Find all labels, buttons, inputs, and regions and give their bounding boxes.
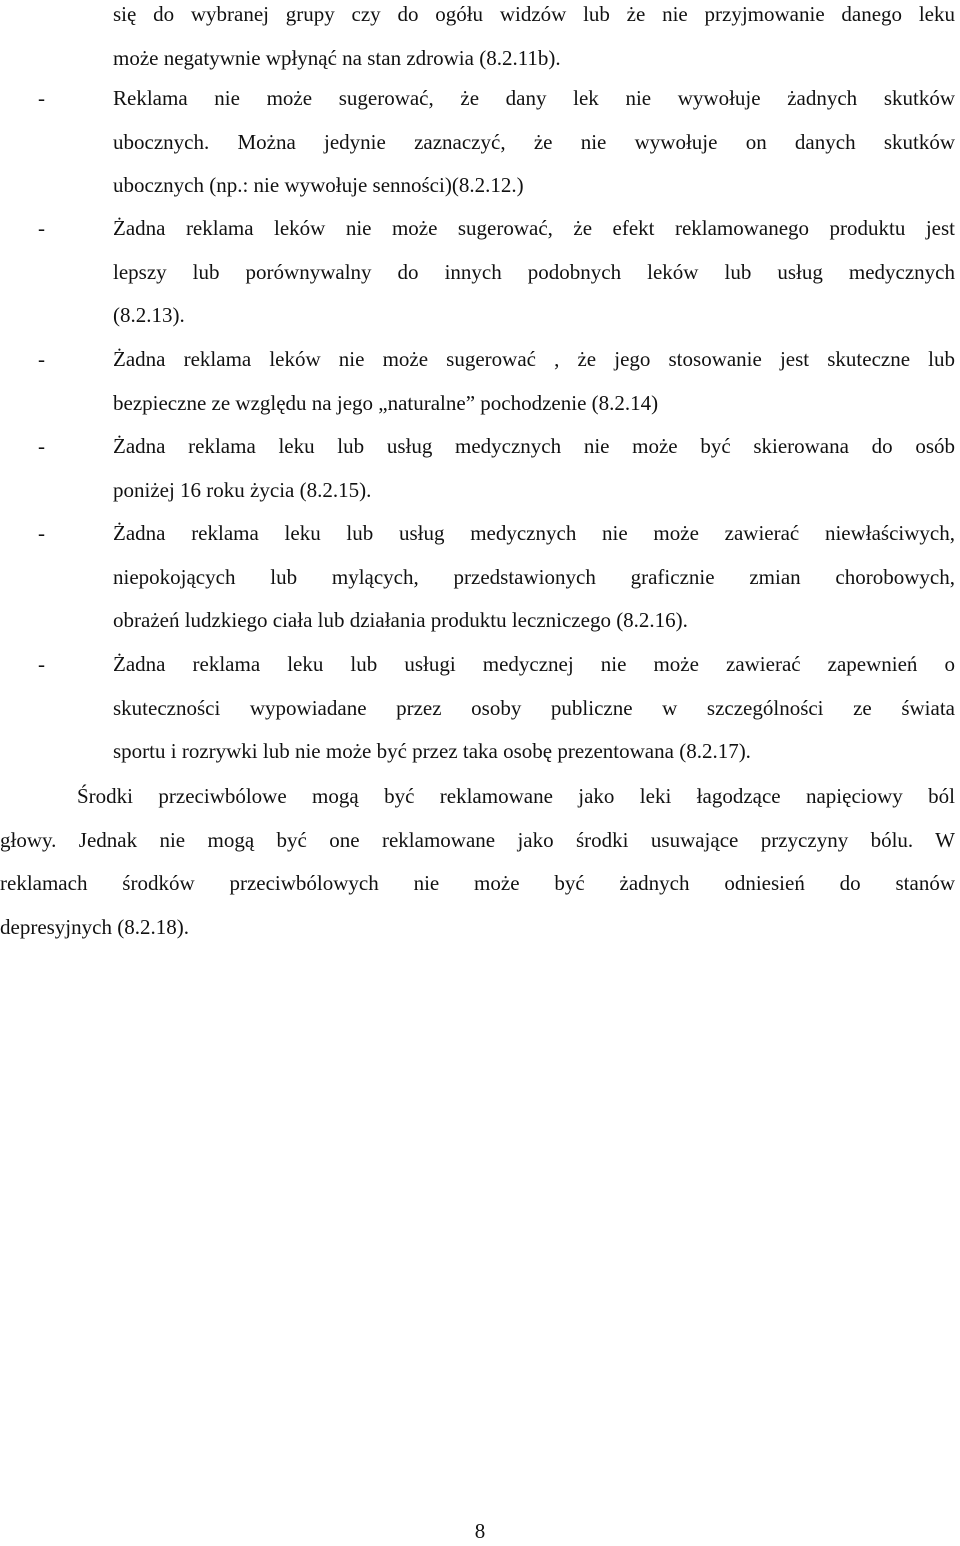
bullet-dash: - — [38, 521, 45, 545]
bullet-dash: - — [38, 347, 45, 371]
text-line: (8.2.13). — [113, 303, 185, 328]
text-line: głowy. Jednak nie mogą być one reklamowane jako środki usuwające przyczyny bólu. W — [0, 827, 955, 852]
text-line: skuteczności wypowiadane przez osoby publiczne w szczególności ze świata — [113, 695, 955, 720]
text-line: lepszy lub porównywalny do innych podobnych leków lub usług medycznych — [113, 259, 955, 284]
text-line: reklamach środków przeciwbólowych nie może być żadnych odniesień do stanów — [0, 871, 955, 896]
text-line: się do wybranej grupy czy do ogółu widzów lub że nie przyjmowanie danego leku — [113, 2, 955, 26]
text-line: depresyjnych (8.2.18). — [0, 915, 189, 940]
text-line: Reklama nie może sugerować, że dany lek nie wywołuje żadnych skutków — [113, 86, 955, 110]
text-line: Żadna reklama leków nie może sugerować, że efekt reklamowanego produktu jest — [113, 216, 955, 240]
text-line: poniżej 16 roku życia (8.2.15). — [113, 477, 372, 502]
bullet-dash: - — [38, 434, 45, 458]
text-line: może negatywnie wpłynąć na stan zdrowia (8.2.11b). — [113, 45, 561, 70]
bullet-dash: - — [38, 86, 45, 110]
page-number: 8 — [474, 1519, 486, 1543]
text-line: Żadna reklama leku lub usług medycznych nie może być skierowana do osób — [113, 434, 955, 458]
bullet-dash: - — [38, 652, 45, 676]
text-line: Żadna reklama leku lub usługi medycznej nie może zawierać zapewnień o — [113, 652, 955, 676]
text-line: obrażeń ludzkiego ciała lub działania produktu leczniczego (8.2.16). — [113, 608, 688, 633]
text-line: niepokojących lub mylących, przedstawionych graficznie zmian chorobowych, — [113, 564, 955, 589]
text-line: sportu i rozrywki lub nie może być przez taka osobę prezentowana (8.2.17). — [113, 739, 751, 764]
text-line: ubocznych. Można jedynie zaznaczyć, że nie wywołuje on danych skutków — [113, 129, 955, 154]
text-line: ubocznych (np.: nie wywołuje senności)(8.2.12.) — [113, 173, 524, 198]
text-line: Żadna reklama leków nie może sugerować , że jego stosowanie jest skuteczne lub — [113, 347, 955, 371]
text-line: Żadna reklama leku lub usług medycznych nie może zawierać niewłaściwych, — [113, 521, 955, 545]
bullet-dash: - — [38, 216, 45, 240]
text-line: bezpieczne ze względu na jego „naturalne” pochodzenie (8.2.14) — [113, 390, 659, 415]
body-paragraph — [0, 775, 955, 950]
text-line: Środki przeciwbólowe mogą być reklamowane jako leki łagodzące napięciowy ból — [77, 784, 955, 808]
